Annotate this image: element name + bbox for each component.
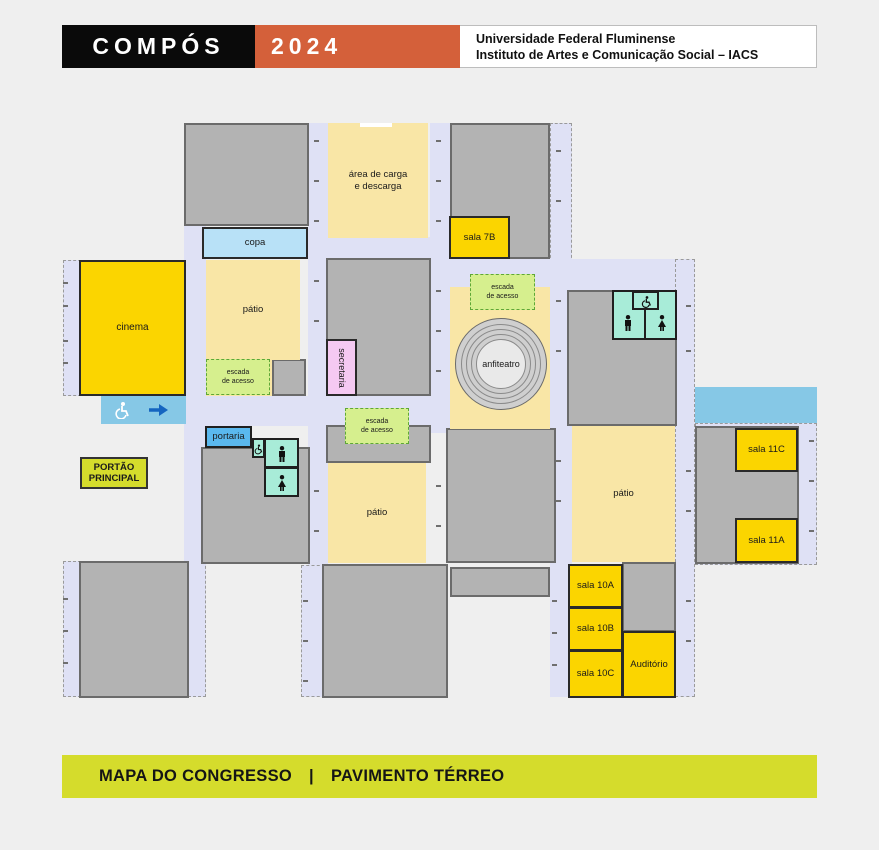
escada-acesso-norte: escada de acesso [470, 274, 535, 310]
area-carga-descarga: área de carga e descarga [328, 123, 428, 238]
building-bottom-left [79, 561, 189, 698]
window-mark [303, 680, 308, 682]
window-mark [556, 150, 561, 152]
map-subtitle: PAVIMENTO TÉRREO [330, 767, 505, 785]
sala-11c: sala 11C [735, 428, 798, 472]
map-title-bar [62, 755, 817, 798]
window-mark [686, 640, 691, 642]
corridor-center-vertical [430, 123, 450, 433]
window-mark [314, 280, 319, 282]
window-mark [436, 370, 441, 372]
window-mark [556, 460, 561, 462]
window-mark [314, 320, 319, 322]
event-name: COMPÓS [62, 25, 255, 68]
event-year: 2024 [255, 25, 460, 68]
copa: copa [202, 227, 308, 259]
window-mark [436, 485, 441, 487]
corridor-far-east [675, 259, 695, 697]
window-mark [436, 220, 441, 222]
cinema: cinema [79, 260, 186, 396]
restroom-female-icon [277, 475, 287, 491]
map-title: MAPA DO CONGRESSO [99, 767, 293, 785]
secretaria [326, 339, 357, 396]
window-mark [314, 220, 319, 222]
restroom-divider [644, 310, 646, 340]
building-nw [184, 123, 309, 226]
restroom-accessible-east [632, 291, 659, 310]
window-mark [63, 282, 68, 284]
escada-acesso-centro: escada de acesso [345, 408, 409, 444]
arrow-right-icon [148, 403, 170, 417]
restroom-male-west [264, 438, 299, 468]
window-mark [556, 350, 561, 352]
window-mark [63, 305, 68, 307]
loading-gate [360, 123, 392, 127]
window-mark [556, 500, 561, 502]
building-south-strip [450, 567, 550, 597]
anfiteatro [455, 318, 547, 410]
secretaria-label: secretaria [336, 347, 347, 388]
window-mark [686, 350, 691, 352]
patio-northwest: pátio [206, 260, 300, 360]
window-mark [686, 470, 691, 472]
window-mark [686, 510, 691, 512]
window-mark [436, 140, 441, 142]
portao-principal: PORTÃO PRINCIPAL [80, 457, 148, 489]
window-mark [809, 530, 814, 532]
building-bottom-center [322, 564, 448, 698]
window-mark [436, 525, 441, 527]
window-mark [552, 600, 557, 602]
restroom-female-icon [657, 315, 667, 331]
sala-10b: sala 10B [568, 607, 623, 651]
building-small-block [272, 359, 306, 396]
accessibility-icon [254, 443, 264, 455]
window-mark [556, 300, 561, 302]
escada-acesso-oeste: escada de acesso [206, 359, 270, 395]
building-center-south [446, 428, 556, 563]
window-mark [63, 362, 68, 364]
restroom-male-icon [277, 446, 287, 462]
institute-name: Instituto de Artes e Comunicação Social – IACS [476, 48, 759, 62]
sala-10c: sala 10C [568, 650, 623, 698]
accessibility-icon [641, 295, 653, 308]
window-mark [686, 305, 691, 307]
corridor-north-vertical [308, 123, 328, 570]
east-wing-band [695, 387, 817, 423]
window-mark [63, 662, 68, 664]
window-mark [809, 480, 814, 482]
window-mark [556, 200, 561, 202]
corridor-east-upper [550, 123, 572, 263]
portaria: portaria [205, 426, 252, 448]
window-mark [314, 140, 319, 142]
auditorio: Auditório [622, 631, 676, 698]
anfiteatro-label: anfiteatro [482, 359, 520, 369]
restroom-female-west [264, 467, 299, 497]
sala-10a: sala 10A [568, 564, 623, 608]
window-mark [303, 600, 308, 602]
window-mark [436, 180, 441, 182]
window-mark [63, 340, 68, 342]
window-mark [314, 180, 319, 182]
restroom-male-icon [623, 315, 633, 331]
window-mark [63, 630, 68, 632]
window-mark [63, 598, 68, 600]
corridor-north-horizontal [326, 237, 430, 259]
patio-center-south: pátio [328, 463, 426, 563]
window-mark [686, 600, 691, 602]
window-mark [552, 664, 557, 666]
window-mark [552, 632, 557, 634]
window-mark [303, 640, 308, 642]
university-name: Universidade Federal Fluminense [476, 32, 676, 46]
window-mark [809, 440, 814, 442]
patio-east: pátio [572, 426, 675, 562]
sala-7b: sala 7B [449, 216, 510, 259]
building-south-east-small [622, 562, 676, 632]
window-mark [314, 530, 319, 532]
title-separator: | [309, 767, 314, 785]
window-mark [314, 490, 319, 492]
window-mark [436, 290, 441, 292]
accessibility-icon [114, 401, 132, 419]
sala-11a: sala 11A [735, 518, 798, 563]
window-mark [436, 330, 441, 332]
accessible-entrance [101, 396, 186, 424]
